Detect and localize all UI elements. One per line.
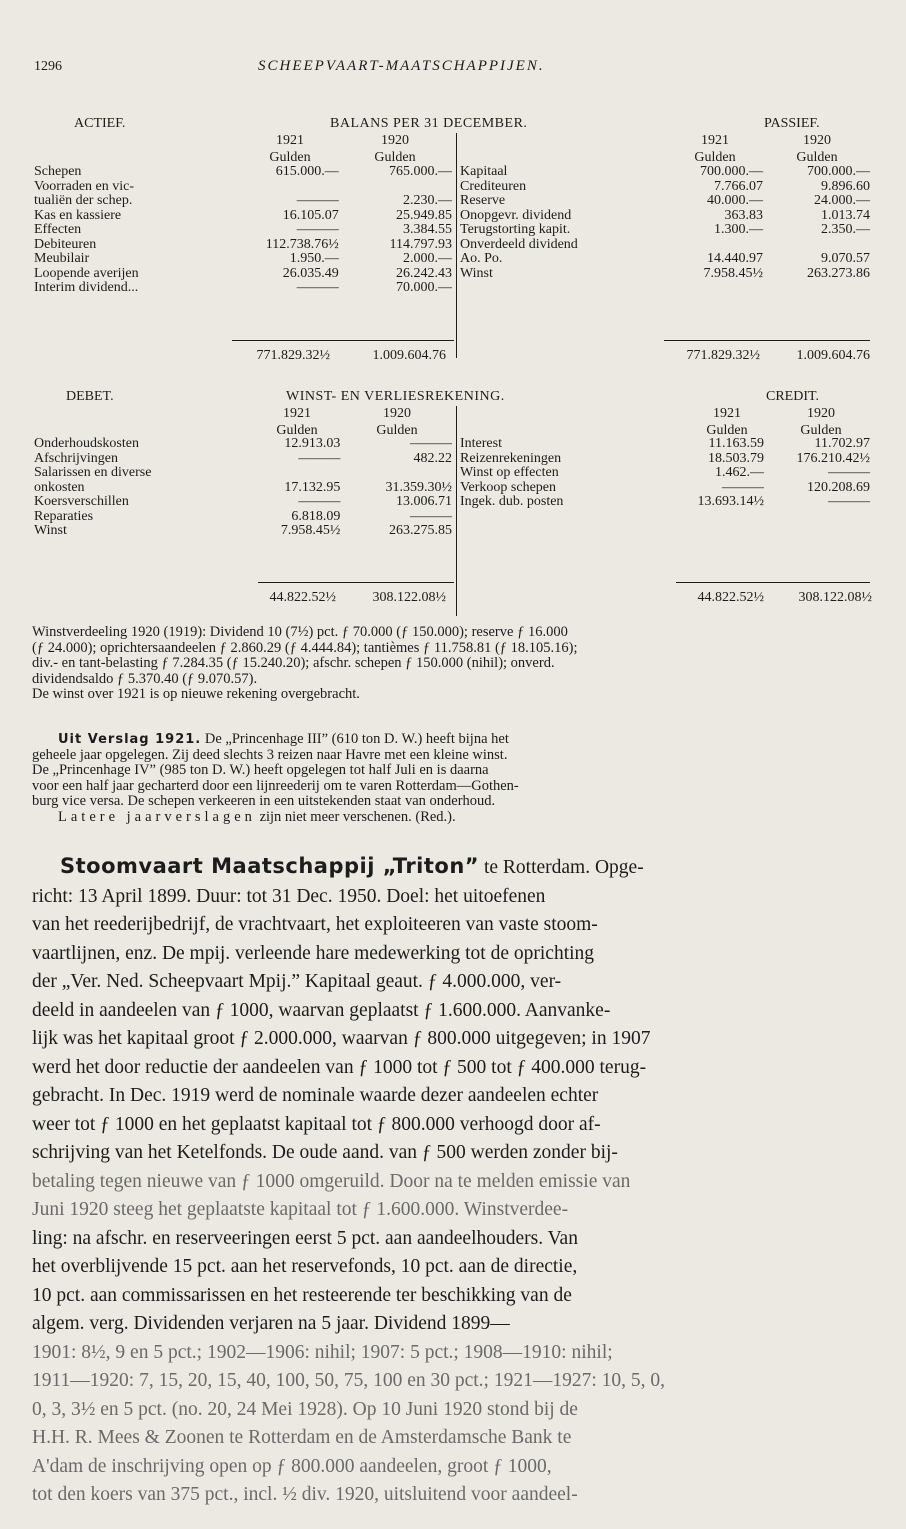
ledger-value-1920: 11.702.97 — [814, 436, 870, 451]
verslag-line: voor een half jaar gecharterd door een lijnreederij om te varen Rotterdam—Gothen- — [32, 777, 519, 794]
ledger-row — [460, 452, 870, 467]
pl-credit-year-1920: 1920 — [807, 406, 835, 421]
balance-liab-year-1920: 1920 — [803, 133, 831, 148]
verslag-paragraph — [32, 732, 874, 826]
ledger-value-1920: ——— — [410, 436, 452, 451]
pl-title: WINST- EN VERLIESREKENING. — [286, 389, 505, 404]
winstverdeeling-line: dividendsaldo ƒ 5.370.40 (ƒ 9.070.57). — [32, 670, 258, 687]
ledger-label: Meubilair — [34, 251, 90, 266]
ledger-row — [34, 252, 452, 267]
ledger-row — [460, 223, 870, 238]
triton-line: lijk was het kapitaal groot ƒ 2.000.000, waarvan ƒ 800.000 uitgegeven; in 1907 — [32, 1028, 651, 1049]
ledger-value-1921: 112.738.76½ — [265, 236, 339, 252]
ledger-value-1921: 13.693.14½ — [697, 494, 764, 509]
ledger-row — [34, 267, 452, 282]
triton-line: 1911—1920: 7, 15, 20, 15, 40, 100, 50, 75, 100 en 30 pct.; 1921—1927: 10, 5, 0, — [32, 1370, 666, 1391]
ledger-row — [34, 180, 452, 195]
ledger-value-1921: 6.818.09 — [291, 508, 341, 524]
pl-divider — [456, 406, 457, 616]
ledger-label: Effecten — [34, 222, 82, 237]
ledger-label: Crediteuren — [460, 178, 527, 194]
ledger-value-1921: 16.105.07 — [282, 207, 339, 223]
ledger-label: Winst — [460, 265, 493, 281]
ledger-value-1921: ——— — [296, 222, 339, 237]
ledger-value-1920: 24.000.— — [814, 193, 870, 208]
ledger-label: Onopgevr. dividend — [460, 207, 572, 223]
ledger-value-1920: 482.22 — [413, 450, 452, 466]
ledger-value-1920: ——— — [828, 494, 870, 509]
ledger-label: Reizenrekeningen — [460, 450, 562, 466]
ledger-label: Interest — [460, 436, 502, 451]
ledger-label: Salarissen en diverse — [34, 465, 152, 480]
ledger-value-1920: 31.359.30½ — [385, 479, 452, 495]
balance-assets-year-1921: 1921 — [276, 133, 304, 148]
ledger-value-1920 — [340, 466, 452, 481]
winstverdeeling-line: Winstverdeeling 1920 (1919): Dividend 10 (7½) pct. ƒ 70.000 (ƒ 150.000); reserve ƒ 16.000 — [32, 624, 568, 640]
triton-line: te Rotterdam. Opge- — [479, 857, 644, 878]
ledger-label: Ao. Po. — [460, 251, 503, 266]
ledger-label: Interim dividend... — [34, 280, 139, 295]
triton-line: 1901: 8½, 9 en 5 pct.; 1902—1906: nihil; 1907: 5 pct.; 1908—1910: nihil; — [32, 1341, 613, 1363]
triton-line: van het reederijbedrijf, de vrachtvaart, het exploiteeren van vaste stoom- — [32, 914, 598, 935]
ledger-value-1920: 700.000.— — [807, 164, 870, 179]
pl-debit-total-1921: 44.822.52½ — [269, 590, 336, 605]
triton-line: het overblijvende 15 pct. aan het reservefonds, 10 pct. aan de directie, — [32, 1256, 578, 1277]
ledger-value-1920: ——— — [828, 465, 870, 480]
page-number: 1296 — [34, 59, 62, 74]
ledger-value-1921: ——— — [296, 193, 339, 208]
ledger-value-1921: 7.766.07 — [713, 178, 763, 194]
ledger-label: Kapitaal — [460, 164, 508, 179]
ledger-label: Kas en kassiere — [34, 207, 122, 223]
balance-liab-year-1921: 1921 — [701, 133, 729, 148]
pl-left-header: DEBET. — [66, 389, 114, 404]
pl-debit-year-1920: 1920 — [383, 406, 411, 421]
ledger-value-1921 — [240, 180, 339, 195]
ledger-value-1921: ——— — [298, 450, 341, 466]
ledger-label: Debiteuren — [34, 236, 97, 252]
ledger-value-1921: 40.000.— — [706, 193, 763, 208]
ledger-row — [34, 194, 452, 209]
balance-liab-unit-1920: Gulden — [796, 150, 838, 165]
ledger-value-1921: ——— — [722, 479, 764, 495]
ledger-value-1921: 363.83 — [724, 207, 763, 223]
ledger-value-1921: 11.163.59 — [708, 436, 764, 451]
ledger-value-1921: ——— — [298, 494, 341, 509]
ledger-label: tualiën der schep. — [34, 193, 133, 208]
ledger-label: Schepen — [34, 164, 82, 179]
ledger-row — [460, 165, 870, 180]
triton-line: betaling tegen nieuwe van ƒ 1000 omgeruild. Door na te melden emissie van — [32, 1170, 631, 1192]
ledger-row — [460, 180, 870, 195]
verslag-later-rest: zijn niet meer verschenen. (Red.). — [255, 808, 456, 825]
ledger-value-1920: 9.070.57 — [821, 251, 870, 266]
ledger-row — [460, 194, 870, 209]
verslag-line: De „Princenhage III” (610 ton D. W.) heeft bijna het — [201, 731, 509, 747]
winstverdeeling-paragraph — [32, 625, 874, 703]
triton-line: H.H. R. Mees & Zoonen te Rotterdam en de Amsterdamsche Bank te — [32, 1427, 572, 1448]
ledger-value-1921 — [662, 238, 763, 253]
verslag-line: burg vice versa. De schepen verkeeren in een uitstekenden staat van onderhoud. — [32, 793, 496, 810]
winstverdeeling-line: De winst over 1921 is op nieuwe rekening overgebracht. — [32, 686, 360, 703]
ledger-label: Reparaties — [34, 508, 94, 524]
winstverdeeling-line: (ƒ 24.000); oprichtersaandeelen ƒ 2.860.29 (ƒ 4.444.84); tantièmes ƒ 11.758.81 (ƒ 18.105.16); — [32, 639, 578, 656]
pl-credit-unit-1920: Gulden — [800, 423, 842, 438]
balance-assets-unit-1920: Gulden — [374, 150, 416, 165]
ledger-value-1921: ——— — [296, 280, 339, 295]
triton-line: werd het door reductie der aandeelen van ƒ 1000 tot ƒ 500 tot ƒ 400.000 terug- — [32, 1056, 647, 1078]
pl-credit-total-1921: 44.822.52½ — [697, 590, 764, 605]
verslag-later-spaced: Latere jaarverslagen — [58, 808, 256, 825]
triton-line: 0, 3, 3½ en 5 pct. (no. 20, 24 Mei 1928). Op 10 Juni 1920 stond bij de — [32, 1398, 578, 1420]
pl-debit-year-1921: 1921 — [283, 406, 311, 421]
ledger-value-1920: 25.949.85 — [396, 207, 452, 223]
ledger-label: Ingek. dub. posten — [460, 494, 564, 509]
triton-line: deeld in aandeelen van ƒ 1000, waarvan geplaatst ƒ 1.600.000. Aanvanke- — [32, 999, 611, 1021]
pl-debit-unit-1921: Gulden — [276, 423, 318, 438]
ledger-row — [34, 209, 452, 224]
balance-liab-total-rule — [664, 340, 870, 341]
ledger-row — [34, 495, 452, 510]
ledger-row — [460, 252, 870, 267]
ledger-value-1920: 176.210.42½ — [796, 450, 870, 466]
pl-credit-total-1920: 308.122.08½ — [798, 590, 872, 605]
ledger-row — [34, 437, 452, 452]
ledger-label: Verkoop schepen — [460, 479, 557, 495]
ledger-label: Voorraden en vic- — [34, 178, 135, 194]
ledger-label: Onderhoudskosten — [34, 436, 139, 451]
ledger-value-1921: 7.958.45½ — [703, 265, 763, 281]
pl-debit-table — [34, 437, 452, 539]
balance-assets-unit-1921: Gulden — [269, 150, 311, 165]
ledger-value-1921: 17.132.95 — [284, 479, 341, 495]
ledger-value-1921: 7.958.45½ — [280, 523, 341, 538]
ledger-value-1921: 18.503.79 — [708, 450, 764, 466]
balance-liab-unit-1921: Gulden — [694, 150, 736, 165]
pl-credit-total-rule — [676, 582, 870, 583]
ledger-value-1920: 263.273.86 — [807, 265, 870, 281]
ledger-value-1921: 1.462.— — [715, 465, 764, 480]
ledger-row — [460, 495, 870, 510]
winstverdeeling-line: div.- en tant-belasting ƒ 7.284.35 (ƒ 15.240.20); afschr. schepen ƒ 150.000 (nihil); onverd. — [32, 655, 555, 672]
triton-line: tot den koers van 375 pct., incl. ½ div. 1920, uitsluitend voor aandeel- — [32, 1484, 578, 1505]
balance-title: BALANS PER 31 DECEMBER. — [330, 116, 528, 131]
ledger-row — [34, 223, 452, 238]
ledger-row — [34, 281, 452, 296]
ledger-label: onkosten — [34, 479, 85, 495]
pl-right-header: CREDIT. — [766, 389, 820, 404]
triton-line: ling: na afschr. en reserveeringen eerst 5 pct. aan aandeelhouders. Van — [32, 1227, 578, 1249]
triton-line: Juni 1920 steeg het geplaatste kapitaal tot ƒ 1.600.000. Winstverdee- — [32, 1199, 569, 1220]
triton-line: algem. verg. Dividenden verjaren na 5 jaar. Dividend 1899— — [32, 1313, 510, 1334]
ledger-row — [460, 466, 870, 481]
ledger-row — [460, 481, 870, 496]
ledger-row — [34, 452, 452, 467]
ledger-value-1921: 26.035.49 — [282, 265, 339, 281]
ledger-value-1920: 765.000.— — [389, 164, 452, 179]
verslag-lead: Uit Verslag 1921. — [58, 732, 202, 747]
balance-liabilities-table — [460, 165, 870, 281]
ledger-row — [460, 437, 870, 452]
ledger-label: Reserve — [460, 193, 506, 208]
ledger-row — [34, 466, 452, 481]
ledger-row — [34, 481, 452, 496]
ledger-value-1920: ——— — [410, 508, 452, 524]
pl-debit-total-rule — [258, 582, 454, 583]
ledger-label: Terugstorting kapit. — [460, 222, 571, 237]
triton-line: schrijving van het Ketelfonds. De oude aand. van ƒ 500 werden zonder bij- — [32, 1142, 618, 1163]
balance-right-header: PASSIEF. — [764, 116, 820, 131]
ledger-value-1921: 12.913.03 — [284, 436, 341, 451]
triton-line: weer tot ƒ 1000 en het geplaatst kapitaal tot ƒ 800.000 verhoogd door af- — [32, 1113, 601, 1135]
triton-line: der „Ver. Ned. Scheepvaart Mpij.” Kapitaal geaut. ƒ 4.000.000, ver- — [32, 971, 562, 992]
ledger-row — [34, 510, 452, 525]
pl-credit-table — [460, 437, 870, 510]
ledger-value-1920: 3.384.55 — [403, 222, 452, 237]
ledger-value-1920: 13.006.71 — [396, 494, 452, 509]
ledger-label: Koersverschillen — [34, 494, 129, 509]
ledger-label: Afschrijvingen — [34, 450, 118, 466]
ledger-value-1920: 2.000.— — [403, 251, 452, 266]
verslag-line: geheele jaar opgelegen. Zij deed slechts 3 reizen naar Havre met een kleine winst. — [32, 746, 508, 763]
ledger-value-1920: 2.230.— — [403, 193, 452, 208]
ledger-value-1920: 26.242.43 — [396, 265, 452, 281]
triton-line: 10 pct. aan commissarissen en het resteerende ter beschikking van de — [32, 1284, 572, 1306]
ledger-value-1920 — [763, 238, 870, 253]
triton-company-name: Stoomvaart Maatschappij „Triton” — [60, 854, 480, 878]
ledger-value-1920: 70.000.— — [396, 280, 452, 295]
ledger-row — [460, 267, 870, 282]
ledger-value-1920: 9.896.60 — [821, 178, 870, 194]
ledger-label: Winst — [34, 523, 67, 538]
balance-left-header: ACTIEF. — [74, 116, 126, 131]
balance-assets-table — [34, 165, 452, 296]
ledger-value-1921: 700.000.— — [699, 164, 763, 179]
triton-line: A'dam de inschrijving open op ƒ 800.000 aandeelen, groot ƒ 1000, — [32, 1455, 552, 1477]
ledger-value-1920: 120.208.69 — [807, 479, 870, 495]
ledger-value-1921: 615.000.— — [275, 164, 339, 179]
ledger-label: Winst op effecten — [460, 465, 559, 480]
triton-line: richt: 13 April 1899. Duur: tot 31 Dec. 1950. Doel: het uitoefenen — [32, 885, 546, 907]
ledger-row — [34, 238, 452, 253]
balance-assets-total-1921: 771.829.32½ — [256, 348, 330, 363]
ledger-label: Loopende averijen — [34, 265, 139, 281]
pl-credit-unit-1921: Gulden — [706, 423, 748, 438]
balance-divider — [456, 133, 457, 358]
ledger-value-1920 — [339, 180, 452, 195]
ledger-row — [460, 209, 870, 224]
triton-article — [32, 852, 874, 1510]
balance-assets-total-rule — [232, 340, 454, 341]
ledger-value-1921: 1.300.— — [713, 222, 763, 237]
ledger-value-1921: 14.440.97 — [706, 251, 763, 266]
ledger-value-1920: 1.013.74 — [821, 207, 870, 223]
ledger-value-1920: 2.350.— — [821, 222, 870, 237]
ledger-value-1920: 263.275.85 — [389, 523, 452, 538]
balance-assets-total-1920: 1.009.604.76 — [372, 348, 446, 363]
triton-line: gebracht. In Dec. 1919 werd de nominale waarde dezer aandeelen echter — [32, 1085, 599, 1106]
verslag-line: De „Princenhage IV” (985 ton D. W.) heeft opgelegen tot half Juli en is daarna — [32, 762, 489, 779]
ledger-value-1920: 114.797.93 — [389, 236, 452, 252]
balance-liab-total-1921: 771.829.32½ — [686, 348, 760, 363]
running-title: SCHEEPVAART-MAATSCHAPPIJEN. — [258, 58, 545, 74]
balance-liab-total-1920: 1.009.604.76 — [796, 348, 870, 363]
ledger-row — [34, 165, 452, 180]
pl-debit-unit-1920: Gulden — [376, 423, 418, 438]
ledger-value-1921 — [237, 466, 340, 481]
pl-credit-year-1921: 1921 — [713, 406, 741, 421]
ledger-row — [460, 238, 870, 253]
balance-assets-year-1920: 1920 — [381, 133, 409, 148]
triton-line: vaartlijnen, enz. De mpij. verleende hare medewerking tot de oprichting — [32, 942, 595, 964]
ledger-row — [34, 524, 452, 539]
ledger-value-1921: 1.950.— — [289, 251, 339, 266]
ledger-label: Onverdeeld dividend — [460, 236, 578, 252]
pl-debit-total-1920: 308.122.08½ — [372, 590, 446, 605]
